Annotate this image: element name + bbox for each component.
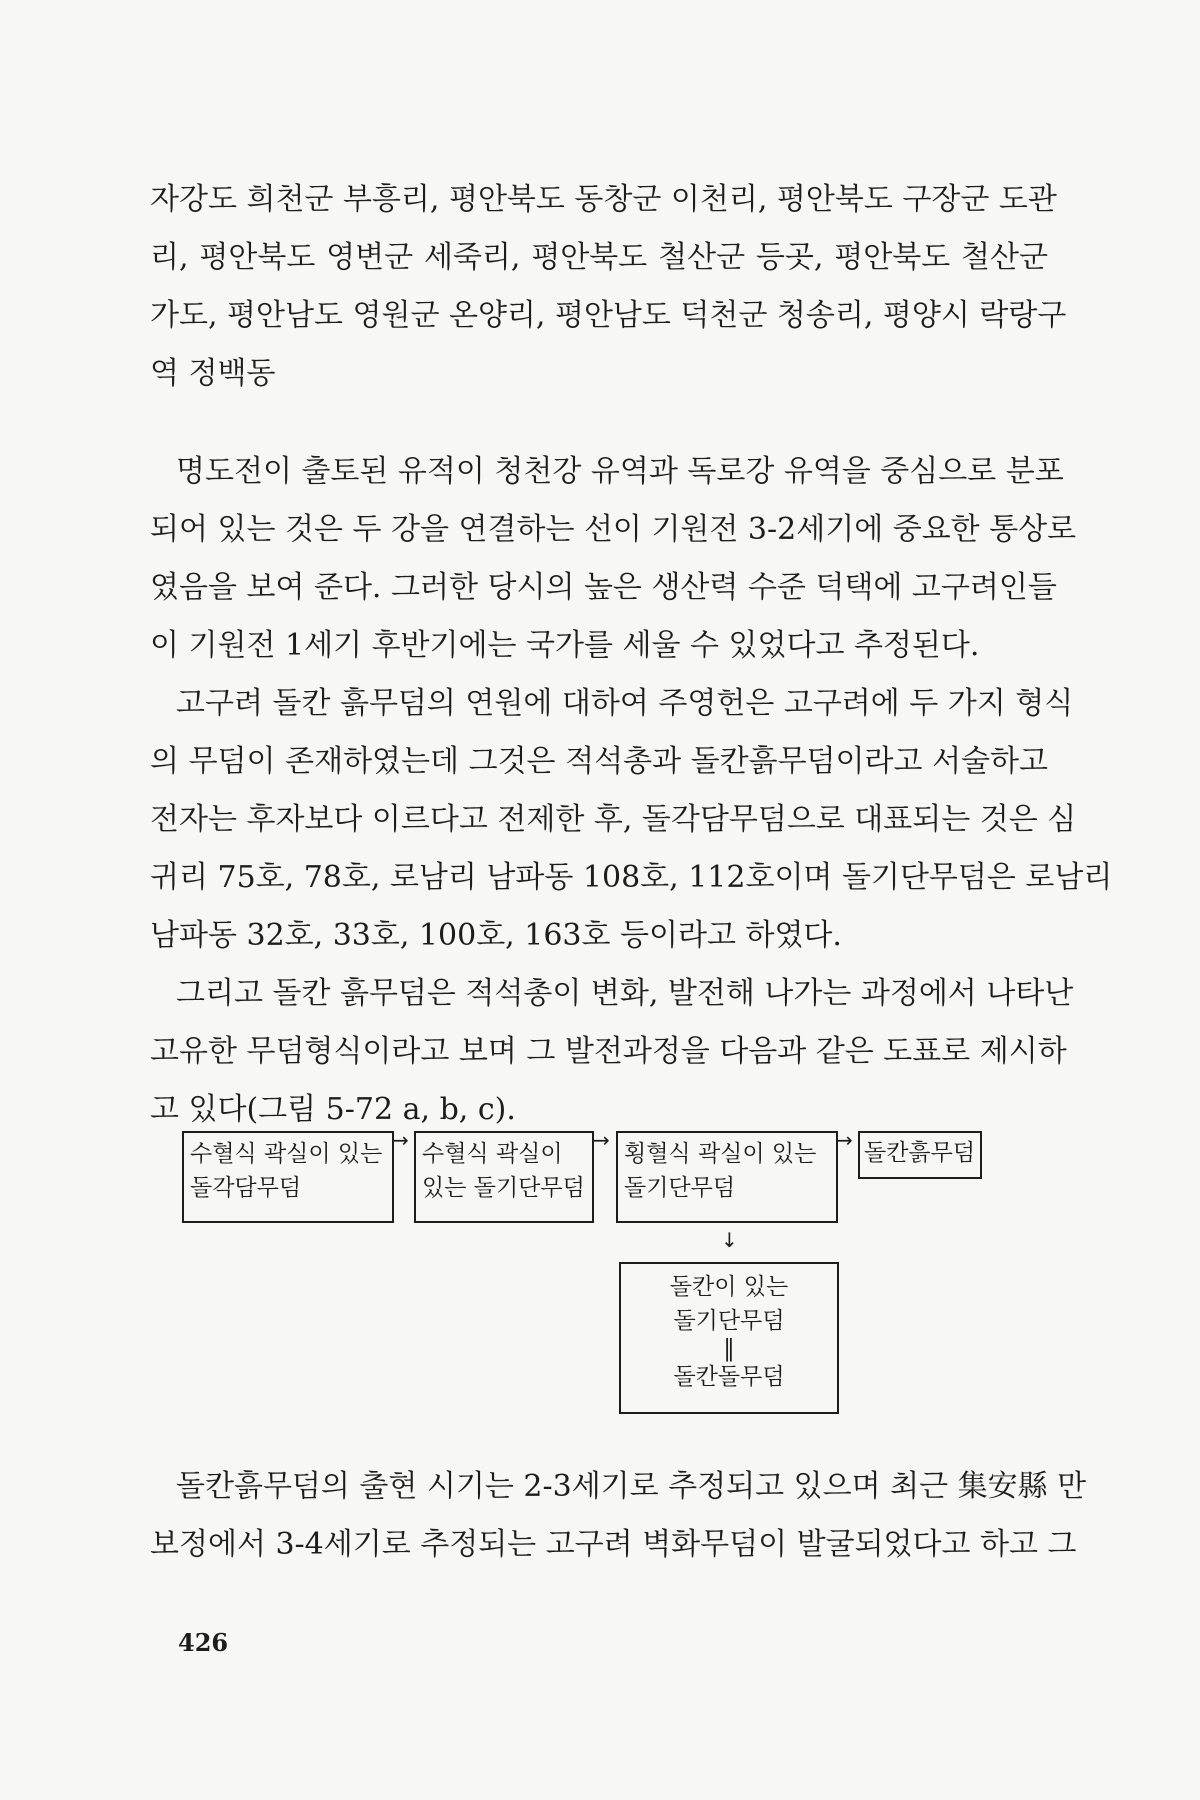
text-line: 였음을 보여 준다. 그러한 당시의 높은 생산력 수준 덕택에 고구려인들 — [150, 570, 1057, 605]
text-line: 고유한 무덤형식이라고 보며 그 발전과정을 다음과 같은 도표로 제시하 — [150, 1034, 1067, 1069]
diagram-box-1 — [182, 1131, 394, 1223]
text-line: 되어 있는 것은 두 강을 연결하는 선이 기원전 3-2세기에 중요한 통상로 — [150, 512, 1077, 547]
text-line: 돌칸흙무덤의 출현 시기는 2-3세기로 추정되고 있으며 최근 集安縣 만 — [176, 1469, 1087, 1504]
text-line: 고 있다(그림 5-72 a, b, c). — [150, 1092, 516, 1127]
arrow-right-icon: → — [392, 1128, 409, 1152]
text-line: 이 기원전 1세기 후반기에는 국가를 세울 수 있었다고 추정된다. — [150, 628, 980, 663]
text-line: 명도전이 출토된 유적이 청천강 유역과 독로강 유역을 중심으로 분포 — [176, 454, 1064, 489]
arrow-right-icon: → — [836, 1128, 853, 1152]
box-label: 돌칸흙무덤 — [864, 1140, 976, 1166]
diagram-box-4 — [858, 1131, 982, 1179]
box-label: 수혈식 곽실이 — [422, 1141, 563, 1167]
page-number: 426 — [178, 1628, 229, 1657]
box-label: 돌칸돌무덤 — [673, 1364, 785, 1390]
text-line: 리, 평안북도 영변군 세죽리, 평안북도 철산군 등곳, 평안북도 철산군 — [150, 240, 1048, 275]
text-line: 보정에서 3-4세기로 추정되는 고구려 벽화무덤이 발굴되었다고 하고 그 — [150, 1527, 1077, 1562]
box-label: 횡혈식 곽실이 있는 — [624, 1141, 817, 1167]
text-line: 그리고 돌칸 흙무덤은 적석총이 변화, 발전해 나가는 과정에서 나타난 — [176, 976, 1074, 1011]
diagram-box-5 — [619, 1262, 839, 1414]
arrow-down-icon: ↓ — [721, 1228, 738, 1252]
arrow-right-icon: → — [593, 1128, 610, 1152]
box-label: 돌칸이 있는 — [669, 1274, 789, 1300]
diagram-box-2 — [414, 1131, 594, 1223]
text-line: 자강도 희천군 부흥리, 평안북도 동창군 이천리, 평안북도 구장군 도관 — [150, 182, 1057, 217]
box-label: 있는 돌기단무덤 — [422, 1175, 585, 1201]
box-label: 돌기단무덤 — [624, 1175, 736, 1201]
text-line: 가도, 평안남도 영원군 온양리, 평안남도 덕천군 청송리, 평양시 락랑구 — [150, 298, 1067, 333]
text-line: 고구려 돌칸 흙무덤의 연원에 대하여 주영헌은 고구려에 두 가지 형식 — [176, 686, 1074, 721]
text-line: 전자는 후자보다 이르다고 전제한 후, 돌각담무덤으로 대표되는 것은 심 — [150, 802, 1077, 837]
diagram-box-3 — [616, 1131, 838, 1223]
text-line: 의 무덤이 존재하였는데 그것은 적석총과 돌칸흙무덤이라고 서술하고 — [150, 744, 1048, 779]
text-line: 역 정백동 — [150, 356, 276, 391]
box-label: 돌기단무덤 — [673, 1308, 785, 1334]
text-line: 귀리 75호, 78호, 로남리 남파동 108호, 112호이며 돌기단무덤은 로남리 — [150, 860, 1113, 895]
box-label: 수혈식 곽실이 있는 — [190, 1141, 383, 1167]
equivalence-mark: ‖ — [723, 1336, 735, 1362]
text-line: 남파동 32호, 33호, 100호, 163호 등이라고 하였다. — [150, 918, 842, 953]
box-label: 돌각담무덤 — [190, 1175, 302, 1201]
